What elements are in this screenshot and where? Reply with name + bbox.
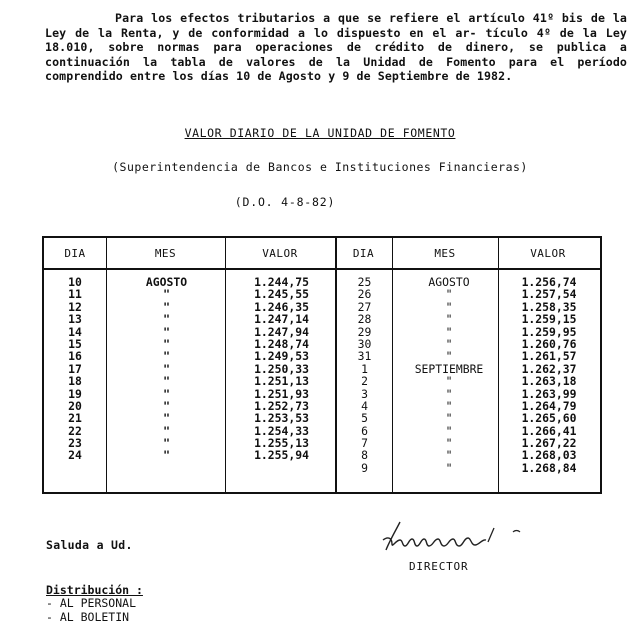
table-cell-dia: 11 <box>68 287 82 302</box>
table-cell-mes: " <box>445 324 453 339</box>
distribution-block <box>46 584 143 624</box>
signatory-title: DIRECTOR <box>409 560 469 573</box>
table-cell-dia: 27 <box>357 299 372 314</box>
table-cell-dia: 20 <box>68 398 82 413</box>
table-cell-valor: 1.244,75 <box>254 275 309 289</box>
table-cell-valor: 1.257,54 <box>521 287 577 302</box>
table-cell-valor: 1.259,15 <box>521 312 577 327</box>
table-cell-dia: 15 <box>68 336 82 351</box>
table-cell-mes: " <box>445 411 453 426</box>
table-cell-dia: 3 <box>361 386 368 401</box>
table-cell-dia: 12 <box>68 299 82 314</box>
table-cell-mes: AGOSTO <box>428 275 470 289</box>
table-cell-mes: " <box>163 287 170 302</box>
table-cell-dia: 25 <box>357 275 372 289</box>
table-cell-mes: " <box>163 374 170 389</box>
table-cell-dia: 9 <box>361 460 368 475</box>
table-cell-dia: 28 <box>357 312 372 327</box>
intro-line-3: tículo 4º de la Ley 18.010, sobre normas para operaciones de crédito <box>45 25 627 55</box>
table-cell-valor: 1.255,13 <box>254 436 309 451</box>
table-cell-mes: " <box>445 349 453 364</box>
table-cell-valor: 1.250,33 <box>254 361 309 376</box>
table-cell-valor: 1.253,53 <box>254 411 309 426</box>
table-cell-valor: 1.255,94 <box>254 448 309 463</box>
handwritten-signature <box>378 510 528 560</box>
table-cell-mes: " <box>445 312 453 327</box>
header-mes-left: MES <box>154 247 177 260</box>
table-cell-mes: " <box>163 411 170 426</box>
table-cell-valor: 1.267,22 <box>521 436 577 451</box>
table-cell-valor: 1.247,14 <box>254 312 309 327</box>
table-cell-valor: 1.266,41 <box>521 423 577 438</box>
table-cell-dia: 8 <box>361 448 368 463</box>
uf-value-table <box>42 236 602 494</box>
table-cell-valor: 1.261,57 <box>521 349 577 364</box>
header-valor-left: VALOR <box>262 247 298 260</box>
table-cell-mes: " <box>163 436 170 451</box>
table-cell-dia: 14 <box>68 324 82 339</box>
table-cell-valor: 1.251,13 <box>254 374 309 389</box>
table-cell-mes: " <box>445 460 453 475</box>
table-cell-mes: " <box>445 336 453 351</box>
closing-greeting: Saluda a Ud. <box>46 538 133 552</box>
column-divider <box>392 238 393 492</box>
column-mes-left <box>109 276 224 462</box>
distribution-item: - AL BOLETIN <box>46 609 130 624</box>
intro-line-5: de Fomento para el período comprendido entre los días 10 de Agosto y <box>45 54 627 84</box>
table-cell-mes: " <box>163 423 170 438</box>
official-gazette-reference: (D.O. 4-8-82) <box>234 195 336 209</box>
header-dia-left: DIA <box>64 247 86 260</box>
table-cell-dia: 23 <box>68 436 82 451</box>
table-cell-dia: 16 <box>68 349 82 364</box>
table-cell-valor: 1.246,35 <box>254 299 309 314</box>
table-cell-mes: " <box>445 287 453 302</box>
distribution-heading-text: Distribución : <box>46 583 143 597</box>
column-valor-right <box>499 276 599 474</box>
table-cell-valor: 1.260,76 <box>521 336 577 351</box>
table-cell-dia: 5 <box>361 411 368 426</box>
document-title-text: VALOR DIARIO DE LA UNIDAD DE FOMENTO <box>184 126 456 140</box>
table-cell-mes: " <box>445 448 453 463</box>
table-cell-mes: " <box>163 448 170 463</box>
table-cell-valor: 1.268,03 <box>521 448 577 463</box>
table-cell-mes: " <box>163 349 170 364</box>
table-cell-valor: 1.263,99 <box>521 386 577 401</box>
column-valor-left <box>229 276 334 462</box>
table-cell-dia: 21 <box>68 411 82 426</box>
table-cell-mes: " <box>163 398 170 413</box>
table-cell-dia: 30 <box>357 336 372 351</box>
distribution-item: - AL PERSONAL <box>46 596 137 611</box>
table-cell-mes: " <box>163 299 170 314</box>
table-cell-dia: 1 <box>361 361 368 376</box>
header-dia-right: DIA <box>352 247 375 260</box>
intro-line-2: bis de la Ley de la Renta, y de conformidad a lo dispuesto en el ar- <box>45 11 627 40</box>
table-cell-dia: 18 <box>68 374 82 389</box>
table-cell-valor: 1.256,74 <box>521 275 577 289</box>
intro-line-4: de dinero, se publica a continuación la tabla de valores de la Unidad <box>45 40 627 69</box>
column-divider <box>106 238 107 492</box>
table-cell-valor: 1.248,74 <box>254 336 309 351</box>
table-cell-valor: 1.249,53 <box>254 349 309 364</box>
table-cell-mes: " <box>445 436 453 451</box>
table-cell-valor: 1.258,35 <box>521 299 577 314</box>
table-cell-mes: " <box>163 324 170 339</box>
document-title <box>0 126 640 140</box>
table-cell-valor: 1.245,55 <box>254 287 309 302</box>
column-dia-left <box>44 276 106 462</box>
table-cell-mes: " <box>163 336 170 351</box>
table-cell-valor: 1.252,73 <box>254 398 309 413</box>
intro-paragraph <box>45 11 627 84</box>
table-cell-mes: " <box>163 386 170 401</box>
table-cell-dia: 2 <box>361 374 368 389</box>
table-cell-dia: 7 <box>361 436 368 451</box>
table-cell-valor: 1.254,33 <box>254 423 309 438</box>
table-cell-valor: 1.268,84 <box>521 460 577 475</box>
table-cell-mes: " <box>445 374 453 389</box>
table-cell-dia: 26 <box>357 287 372 302</box>
header-divider <box>44 268 600 270</box>
table-cell-mes: " <box>163 312 170 327</box>
table-cell-dia: 29 <box>357 324 372 339</box>
column-mes-right <box>394 276 504 474</box>
table-cell-valor: 1.262,37 <box>521 361 577 376</box>
table-cell-dia: 13 <box>68 312 82 327</box>
table-cell-dia: 19 <box>68 386 82 401</box>
column-divider <box>225 238 226 492</box>
table-cell-valor: 1.264,79 <box>521 398 577 413</box>
table-cell-dia: 6 <box>361 423 368 438</box>
table-cell-mes: " <box>445 398 453 413</box>
table-cell-valor: 1.265,60 <box>521 411 577 426</box>
table-cell-dia: 17 <box>68 361 82 376</box>
table-cell-mes: AGOSTO <box>145 275 188 289</box>
table-cell-dia: 4 <box>361 398 368 413</box>
table-cell-valor: 1.259,95 <box>521 324 577 339</box>
table-cell-dia: 10 <box>68 275 82 289</box>
table-cell-mes: " <box>163 361 170 376</box>
table-cell-mes: " <box>445 299 453 314</box>
table-cell-mes: " <box>445 386 453 401</box>
table-cell-valor: 1.251,93 <box>254 386 309 401</box>
table-cell-valor: 1.247,94 <box>254 324 309 339</box>
intro-line-1: Para los efectos tributarios a que se refiere el artículo 41º <box>115 11 555 25</box>
table-cell-dia: 22 <box>68 423 82 438</box>
table-cell-dia: 31 <box>357 349 372 364</box>
intro-line-6: 9 de Septiembre de 1982. <box>342 69 513 84</box>
distribution-heading <box>46 584 143 597</box>
document-subtitle: (Superintendencia de Bancos e Instituciones Financieras) <box>112 160 528 174</box>
header-mes-right: MES <box>434 247 456 260</box>
table-cell-mes: SEPTIEMBRE <box>414 361 484 376</box>
column-dia-right <box>337 276 392 474</box>
header-valor-right: VALOR <box>530 247 566 260</box>
table-cell-valor: 1.263,18 <box>521 374 577 389</box>
table-cell-mes: " <box>445 423 453 438</box>
table-cell-dia: 24 <box>68 448 82 463</box>
